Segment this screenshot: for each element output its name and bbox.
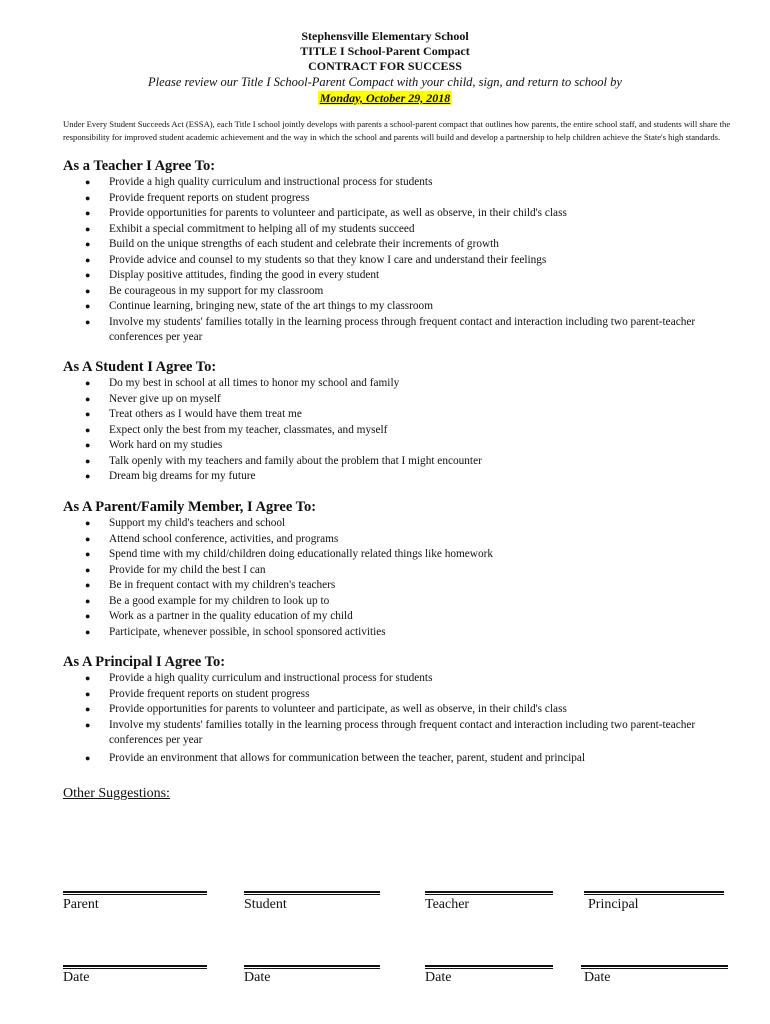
teacher-signature-line <box>425 891 553 893</box>
compact-title: TITLE I School-Parent Compact <box>300 44 470 58</box>
student-heading: As A Student I Agree To: <box>63 359 217 375</box>
list-item: ● Provide frequent reports on student progress <box>63 687 753 703</box>
list-item: ● Talk openly with my teachers and family about the problem that I might encounter <box>63 454 753 470</box>
list-item: ● Provide a high quality curriculum and instructional process for students <box>63 671 753 687</box>
list-item: ● Provide advice and counsel to my students so that they know I care and understand their feelings <box>63 253 753 269</box>
list-item: ● Involve my students' families totally in the learning process through frequent contact and interaction including two parent-teacher conferences per year <box>63 718 753 749</box>
list-item: ● Work hard on my studies <box>63 438 753 454</box>
teacher-section <box>63 157 753 346</box>
list-item: ● Attend school conference, activities, and programs <box>63 532 753 548</box>
intro-paragraph: Under Every Student Succeeds Act (ESSA), each Title I school jointly develops with parents a school-parent compact that outlines how parents, the entire school staff, and students will share the responsibility for improved student academic achievement and the way in which the school and parents will build and develop a partnership to help children achieve the State's high standards. <box>63 119 731 142</box>
list-item: ● Expect only the best from my teacher, classmates, and myself <box>63 423 753 439</box>
list-item: ● Be a good example for my children to look up to <box>63 594 753 610</box>
other-suggestions-label: Other Suggestions: <box>63 786 170 801</box>
principal-signature-line <box>584 891 724 893</box>
principal-list <box>63 671 753 766</box>
list-item: ● Work as a partner in the quality education of my child <box>63 609 753 625</box>
teacher-list <box>63 175 753 346</box>
principal-section <box>63 653 753 766</box>
list-item: ● Provide opportunities for parents to volunteer and participate, as well as observe, in their child's class <box>63 702 753 718</box>
list-item: ● Provide opportunities for parents to volunteer and participate, as well as observe, in their child's class <box>63 206 753 222</box>
list-item: ● Build on the unique strengths of each student and celebrate their increments of growth <box>63 237 753 253</box>
list-item: ● Provide frequent reports on student progress <box>63 191 753 207</box>
principal-label: Principal <box>588 897 639 912</box>
due-date-line <box>0 91 770 106</box>
list-item: ● Support my child's teachers and school <box>63 516 753 532</box>
list-item: ● Display positive attitudes, finding the good in every student <box>63 268 753 284</box>
parent-signature-line <box>63 891 207 893</box>
student-signature-line <box>244 891 380 893</box>
list-item: ● Be courageous in my support for my classroom <box>63 284 753 300</box>
contract-title: CONTRACT FOR SUCCESS <box>308 59 462 73</box>
list-item: ● Provide a high quality curriculum and instructional process for students <box>63 175 753 191</box>
principal-date-line <box>581 965 728 967</box>
student-list <box>63 376 753 485</box>
list-item: ● Treat others as I would have them treat me <box>63 407 753 423</box>
parent-date-label: Date <box>63 970 90 985</box>
principal-date-label: Date <box>584 970 611 985</box>
student-date-label: Date <box>244 970 271 985</box>
due-date: Monday, October 29, 2018 <box>319 91 451 105</box>
list-item: ● Provide an environment that allows for communication between the teacher, parent, student and principal <box>63 751 753 767</box>
principal-heading: As A Principal I Agree To: <box>63 654 226 670</box>
parent-date-line <box>63 965 207 967</box>
list-item: ● Spend time with my child/children doing educationally related things like homework <box>63 547 753 563</box>
list-item: ● Be in frequent contact with my children's teachers <box>63 578 753 594</box>
parent-list <box>63 516 753 640</box>
list-item: ● Provide for my child the best I can <box>63 563 753 579</box>
teacher-label: Teacher <box>425 897 470 912</box>
teacher-heading: As a Teacher I Agree To: <box>63 158 216 174</box>
teacher-date-line <box>425 965 553 967</box>
list-item: ● Exhibit a special commitment to helping all of my students succeed <box>63 222 753 238</box>
list-item: ● Do my best in school at all times to honor my school and family <box>63 376 753 392</box>
teacher-date-label: Date <box>425 970 452 985</box>
list-item: ● Continue learning, bringing new, state of the art things to my classroom <box>63 299 753 315</box>
student-label: Student <box>244 897 287 912</box>
list-item: ● Dream big dreams for my future <box>63 469 753 485</box>
parent-section <box>63 498 753 640</box>
list-item: ● Involve my students' families totally in the learning process through frequent contact and interaction including two parent-teacher conferences per year <box>63 315 753 346</box>
list-item: ● Never give up on myself <box>63 392 753 408</box>
student-section <box>63 358 753 485</box>
list-item: ● Participate, whenever possible, in school sponsored activities <box>63 625 753 641</box>
parent-heading: As A Parent/Family Member, I Agree To: <box>63 499 317 515</box>
parent-label: Parent <box>63 897 99 912</box>
student-date-line <box>244 965 380 967</box>
return-instruction: Please review our Title I School-Parent Compact with your child, sign, and return to school by <box>148 75 622 89</box>
school-name: Stephensville Elementary School <box>301 29 469 43</box>
